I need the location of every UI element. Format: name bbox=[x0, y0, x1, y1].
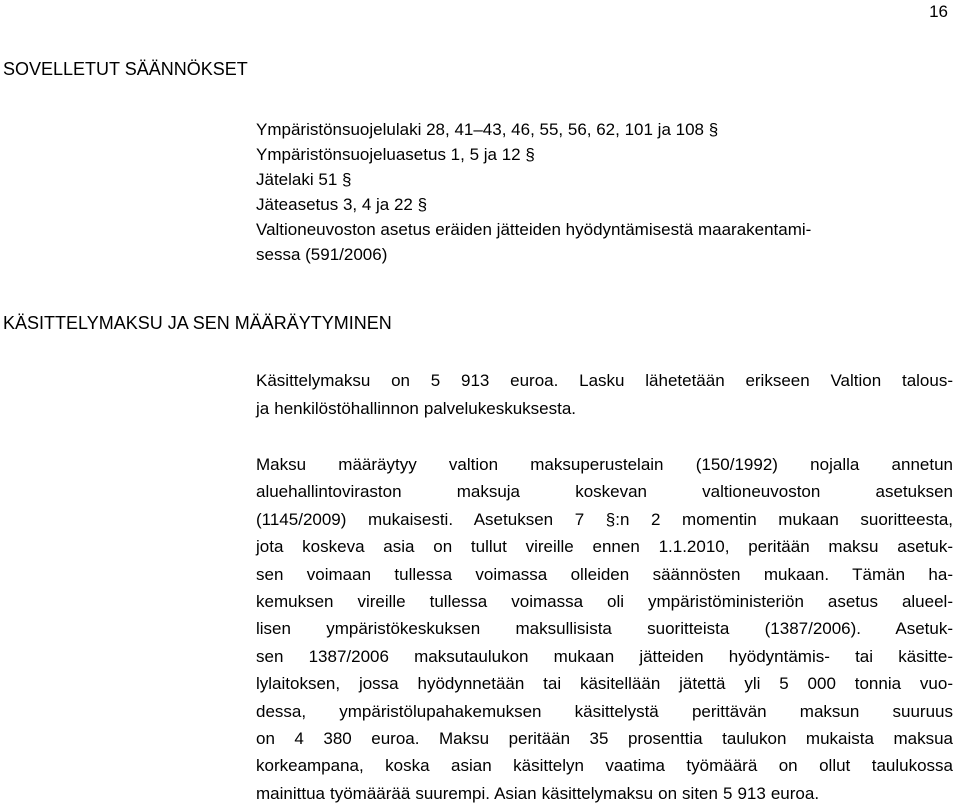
paragraph-line: on 4 380 euroa. Maksu peritään 35 prosenttia taulukon mukaista maksua bbox=[256, 729, 953, 749]
statute-item: Jäteasetus 3, 4 ja 22 § bbox=[256, 195, 428, 214]
paragraph-line: kemuksen vireille tullessa voimassa oli ympäristöministeriön asetus alueel- bbox=[256, 592, 953, 612]
paragraph-line: dessa, ympäristölupahakemuksen käsittelystä perittävän maksun suuruus bbox=[256, 701, 953, 721]
section-heading-fee: KÄSITTELYMAKSU JA SEN MÄÄRÄYTYMINEN bbox=[3, 313, 392, 333]
paragraph-line: korkeampana, koska asian käsittelyn vaatima työmäärä on ollut taulukossa bbox=[256, 756, 953, 776]
statute-list bbox=[256, 117, 956, 267]
paragraph-line: jota koskeva asia on tullut vireille ennen 1.1.2010, peritään maksu asetuk- bbox=[256, 537, 953, 557]
paragraph-line: lylaitoksen, jossa hyödynnetään tai käsitellään jätettä yli 5 000 tonnia vuo- bbox=[256, 674, 953, 694]
paragraph-line: sen voimaan tullessa voimassa olleiden säännösten mukaan. Tämän ha- bbox=[256, 564, 953, 584]
page-number: 16 bbox=[929, 2, 948, 21]
paragraph-line: ja henkilöstöhallinnon palvelukeskuksesta. bbox=[256, 399, 577, 418]
statute-item: Ympäristönsuojelulaki 28, 41–43, 46, 55, 56, 62, 101 ja 108 § bbox=[256, 120, 719, 139]
paragraph-line: mainittua työmäärää suurempi. Asian käsittelymaksu on siten 5 913 euroa. bbox=[256, 783, 820, 803]
statute-item: Jätelaki 51 § bbox=[256, 170, 352, 189]
fee-amount-paragraph bbox=[256, 367, 953, 423]
section-heading-applied-rules: SOVELLETUT SÄÄNNÖKSET bbox=[3, 59, 248, 79]
paragraph-line: aluehallintoviraston maksuja koskevan valtioneuvoston asetuksen bbox=[256, 482, 953, 502]
statute-item: Ympäristönsuojeluasetus 1, 5 ja 12 § bbox=[256, 145, 535, 164]
paragraph-line: lisen ympäristökeskuksen maksullisista suoritteista (1387/2006). Asetuk- bbox=[256, 619, 953, 639]
paragraph-line: Maksu määräytyy valtion maksuperustelain (150/1992) nojalla annetun bbox=[256, 455, 953, 474]
fee-basis-paragraph bbox=[256, 451, 953, 807]
paragraph-line: sen 1387/2006 maksutaulukon mukaan jätteiden hyödyntämis- tai käsitte- bbox=[256, 646, 953, 666]
statute-item: sessa (591/2006) bbox=[256, 245, 388, 264]
paragraph-line: (1145/2009) mukaisesti. Asetuksen 7 §:n 2 momentin mukaan suoritteesta, bbox=[256, 509, 953, 529]
paragraph-line: Käsittelymaksu on 5 913 euroa. Lasku lähetetään erikseen Valtion talous- bbox=[256, 371, 953, 390]
statute-item: Valtioneuvoston asetus eräiden jätteiden hyödyntämisestä maarakentami- bbox=[256, 220, 812, 239]
